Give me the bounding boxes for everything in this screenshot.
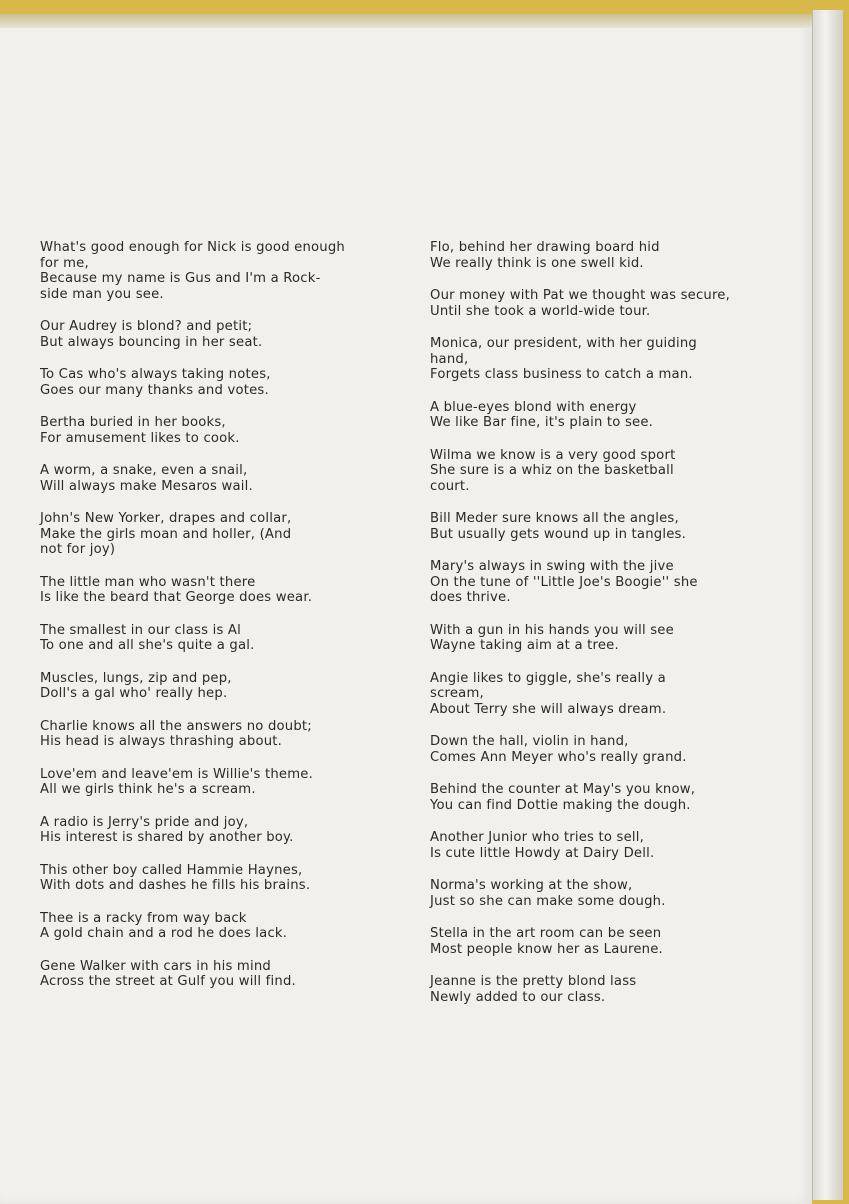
verse-line: Comes Ann Meyer who's really grand. [430,749,687,765]
verse-line: Monica, our president, with her guiding [430,336,697,351]
verse-line: Will always make Mesaros wail. [40,478,253,494]
verse-line: This other boy called Hammie Haynes, [40,862,303,878]
verse-line: Most people know her as Laurene. [430,941,663,957]
binder-edge [812,10,843,1200]
verse-line: Muscles, lungs, zip and pep, [40,670,232,686]
verse [40,863,385,894]
verse-line: Stella in the art room can be seen [430,926,662,941]
verse-line: But always bouncing in her seat. [40,334,263,350]
verse [430,974,775,1005]
verse-line: A radio is Jerry's pride and joy, [40,814,249,830]
verse-line: Goes our many thanks and votes. [40,382,269,398]
verse-line: Until she took a world-wide tour. [430,303,651,319]
verse [40,719,385,750]
verse [430,782,775,813]
verse-line: Forgets class business to catch a man. [430,367,693,382]
verse-line: About Terry she will always dream. [430,701,667,717]
left-poem-column [40,240,385,1007]
verse-line: You can find Dottie making the dough. [430,797,691,813]
verse [40,463,385,494]
verse-line: Is like the beard that George does wear. [40,590,313,605]
verse-line: Mary's always in swing with the jive [430,559,674,574]
right-poem-column [430,240,775,1022]
verse-line: A worm, a snake, even a snail, [40,463,248,478]
verse-line: His head is always thrashing about. [40,734,283,749]
verse-line: Love'em and leave'em is Willie's theme. [40,766,313,782]
verse [40,319,385,350]
verse-line: John's New Yorker, drapes and collar, [40,511,292,526]
verse-line: Bertha buried in her books, [40,415,226,430]
verse-line: Down the hall, violin in hand, [430,734,629,749]
verse-line: His interest is shared by another boy. [40,830,294,845]
verse [40,911,385,942]
verse-line: Across the street at Gulf you will find. [40,974,296,989]
verse-line: Our money with Pat we thought was secure, [430,288,731,303]
verse-line: The smallest in our class is Al [40,622,241,638]
verse-line: Thee is a racky from way back [40,910,247,926]
verse [40,511,385,558]
verse-line: We like Bar fine, it's plain to see. [430,415,654,430]
verse-line: Flo, behind her drawing board hid [430,240,660,255]
verse [430,830,775,861]
verse [430,878,775,909]
verse-line: does thrive. [430,590,511,605]
yearbook-page [0,14,812,1204]
verse-line: What's good enough for Nick is good enough [40,240,345,255]
page-top-edge [0,14,812,28]
verse-line: scream, [430,686,484,701]
verse-line: Newly added to our class. [430,989,606,1005]
verse [430,734,775,765]
verse [430,926,775,957]
verse-line: For amusement likes to cook. [40,430,240,446]
verse-line: We really think is one swell kid. [430,255,644,271]
verse [40,575,385,606]
verse-line: She sure is a whiz on the basketball [430,463,674,478]
verse-line: Bill Meder sure knows all the angles, [430,511,679,526]
verse [40,671,385,702]
verse-line: To Cas who's always taking notes, [40,367,271,382]
verse [430,240,775,271]
verse-line: not for joy) [40,542,116,557]
verse-line: A gold chain and a rod he does lack. [40,926,288,941]
verse [40,815,385,846]
verse [40,767,385,798]
verse-line: Angie likes to giggle, she's really a [430,670,666,686]
verse-line: Another Junior who tries to sell, [430,830,645,845]
verse-line: Norma's working at the show, [430,878,633,893]
verse-line: Because my name is Gus and I'm a Rock- [40,271,321,286]
verse-line: Our Audrey is blond? and petit; [40,319,253,334]
verse [430,400,775,431]
verse-line: Make the girls moan and holler, (And [40,526,292,542]
verse-line: Charlie knows all the answers no doubt; [40,718,312,734]
verse [430,288,775,319]
verse [40,959,385,990]
verse-line: Is cute little Howdy at Dairy Dell. [430,845,655,861]
verse-line: The little man who wasn't there [40,574,256,590]
verse-line: Jeanne is the pretty blond lass [430,974,637,989]
verse-line: hand, [430,351,469,367]
verse-line: Wilma we know is a very good sport [430,447,676,463]
verse-line: On the tune of ''Little Joe's Boogie'' she [430,574,698,590]
verse [430,511,775,542]
verse-line: for me, [40,255,89,271]
verse-line: Wayne taking aim at a tree. [430,638,619,653]
verse-line: court. [430,478,470,494]
verse-line: With dots and dashes he fills his brains. [40,878,311,893]
verse-line: A blue-eyes blond with energy [430,399,637,415]
verse-line: Gene Walker with cars in his mind [40,958,271,974]
verse [40,415,385,446]
verse [430,336,775,383]
verse-line: But usually gets wound up in tangles. [430,526,686,542]
verse-line: With a gun in his hands you will see [430,622,674,638]
verse-line: side man you see. [40,286,164,302]
verse [40,240,385,302]
verse [40,623,385,654]
verse-line: Doll's a gal who' really hep. [40,686,228,701]
verse [40,367,385,398]
verse-line: To one and all she's quite a gal. [40,638,255,653]
verse [430,559,775,606]
verse-line: All we girls think he's a scream. [40,782,256,797]
verse [430,623,775,654]
verse [430,671,775,718]
verse-line: Behind the counter at May's you know, [430,782,696,797]
verse-line: Just so she can make some dough. [430,893,666,909]
verse [430,448,775,495]
